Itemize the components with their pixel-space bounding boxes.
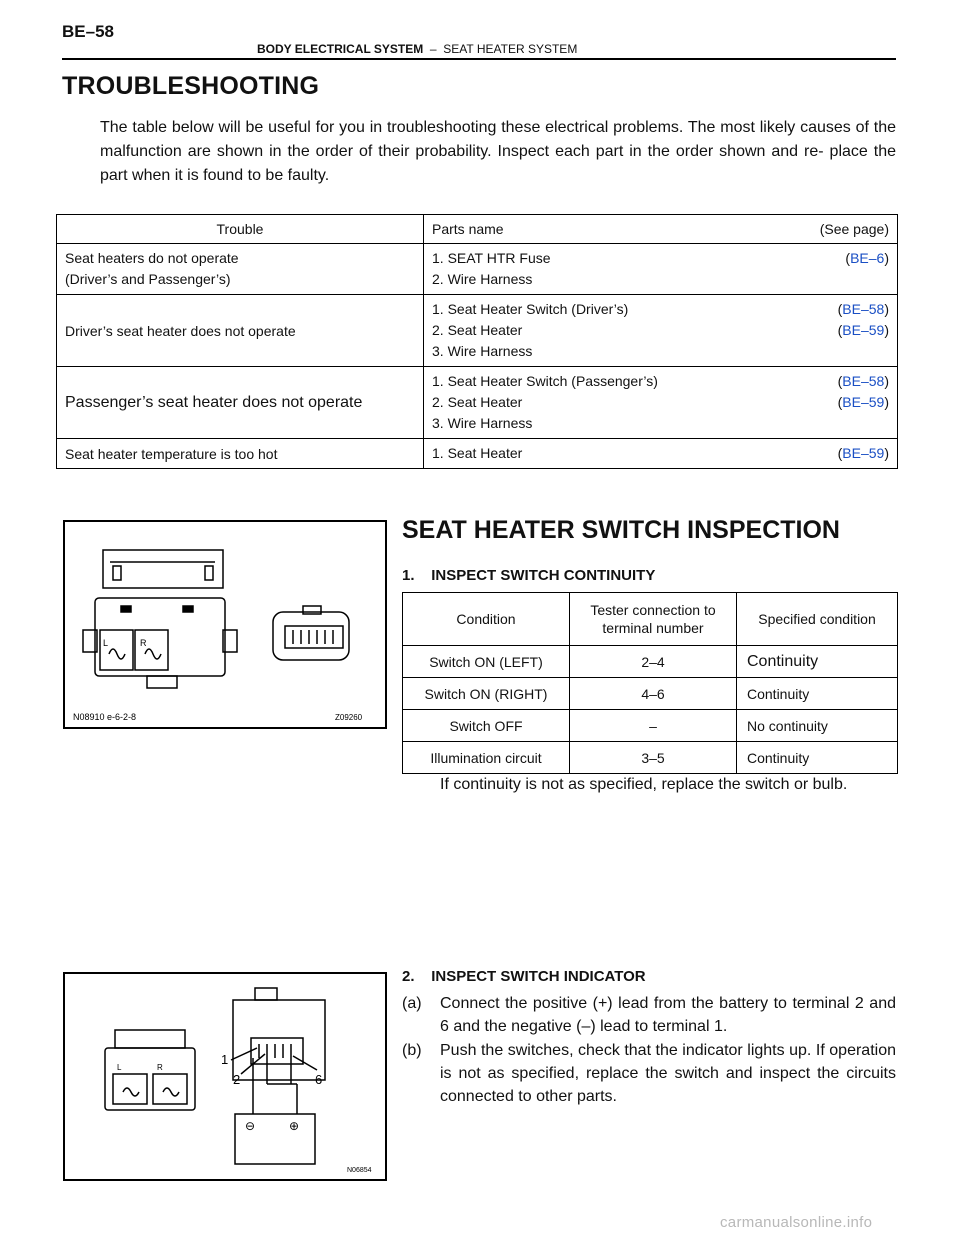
table-row <box>57 244 898 295</box>
troubleshooting-heading: TROUBLESHOOTING <box>62 72 320 100</box>
col-tester-line1: Tester connection to <box>590 602 716 618</box>
troubleshooting-intro: The table below will be useful for you in troubleshooting these electrical problems. The most likely causes of the malfunction are shown in the order of their probability. Inspect each part in the order shown and re- place the part when it is found to be faulty. <box>100 119 896 184</box>
tester-cell: 2–4 <box>570 646 737 678</box>
trouble-cell <box>57 367 424 439</box>
step-1-title <box>402 567 655 584</box>
tester-cell: – <box>570 710 737 742</box>
trouble-text: Passenger’s seat heater does not operate <box>65 393 363 411</box>
part-ref[interactable]: (BE–58) <box>837 373 889 389</box>
col-spec: Specified condition <box>737 593 898 646</box>
part-ref-link[interactable]: BE–59 <box>842 322 885 338</box>
tester-cell: 4–6 <box>570 678 737 710</box>
col-tester-line2: terminal number <box>602 620 704 636</box>
header-section: BODY ELECTRICAL SYSTEM <box>257 42 424 56</box>
col-see-page: (See page) <box>819 220 889 237</box>
part-name: 1. Seat Heater Switch (Passenger’s) <box>432 373 658 389</box>
col-trouble: Trouble <box>57 215 424 244</box>
switch-inspection-heading: SEAT HEATER SWITCH INSPECTION <box>402 516 840 544</box>
part-name: 2. Wire Harness <box>432 271 533 287</box>
step-2a <box>402 992 896 1038</box>
part-ref[interactable]: (BE–59) <box>837 445 889 461</box>
step-2a-label: (a) <box>402 995 422 1012</box>
part-name: 1. SEAT HTR Fuse <box>432 250 551 266</box>
table-row <box>403 710 898 742</box>
step-2-title <box>402 968 646 985</box>
part-name: 1. Seat Heater <box>432 445 523 461</box>
step-1-text: INSPECT SWITCH CONTINUITY <box>431 567 656 584</box>
switch-connector-drawing <box>65 522 385 727</box>
part-ref[interactable]: (BE–59) <box>837 322 889 338</box>
switch-connector-illustration <box>63 520 387 729</box>
col-tester <box>570 593 737 646</box>
step-2a-text: Connect the positive (+) lead from the battery to terminal 2 and 6 and the negative (–) lead to terminal 1. <box>440 995 896 1035</box>
condition-cell: Switch ON (LEFT) <box>403 646 570 678</box>
table-row <box>403 742 898 774</box>
parts-cell <box>424 295 898 367</box>
part-ref-link[interactable]: BE–59 <box>842 394 885 410</box>
terminal-2-label: 2 <box>233 1072 241 1087</box>
part-item <box>432 299 889 320</box>
figure-caption-right: Z09260 <box>335 713 363 722</box>
terminal-1-label: 1 <box>221 1052 229 1067</box>
indicator-test-illustration <box>63 972 387 1181</box>
part-item <box>432 320 889 341</box>
switch-left-label: L <box>117 1063 122 1072</box>
running-header <box>257 42 577 56</box>
trouble-cell <box>57 439 424 469</box>
part-item <box>432 392 889 413</box>
header-separator: – <box>429 42 437 56</box>
trouble-cell <box>57 244 424 295</box>
condition-cell: Illumination circuit <box>403 742 570 774</box>
trouble-text: (Driver’s and Passenger’s) <box>65 271 231 287</box>
trouble-text: Seat heater temperature is too hot <box>65 445 278 462</box>
condition-cell: Switch ON (RIGHT) <box>403 678 570 710</box>
indicator-test-drawing <box>65 974 385 1179</box>
step-1-number: 1. <box>402 567 415 584</box>
part-ref[interactable]: (BE–6) <box>845 250 889 266</box>
part-item <box>432 248 889 269</box>
part-name: 3. Wire Harness <box>432 343 533 359</box>
part-name: 2. Seat Heater <box>432 394 523 410</box>
step-2b <box>402 1039 896 1108</box>
step-2-number: 2. <box>402 968 415 985</box>
table-header-row <box>403 593 898 646</box>
parts-cell <box>424 367 898 439</box>
parts-cell <box>424 439 898 469</box>
continuity-table <box>402 592 898 774</box>
col-parts-label: Parts name <box>432 220 504 237</box>
part-item <box>432 371 889 392</box>
part-item <box>432 341 889 362</box>
step-2b-label: (b) <box>402 1042 422 1059</box>
header-subsection: SEAT HEATER SYSTEM <box>443 42 578 56</box>
switch-left-label: L <box>103 638 109 648</box>
table-row <box>57 367 898 439</box>
part-item <box>432 443 889 464</box>
table-row <box>57 295 898 367</box>
battery-positive-icon: ⊕ <box>289 1119 300 1133</box>
part-ref-link[interactable]: BE–58 <box>842 301 885 317</box>
col-parts <box>424 215 898 244</box>
part-item <box>432 269 889 290</box>
troubleshooting-table <box>56 214 898 469</box>
figure-code: N06854 <box>347 1167 372 1174</box>
spec-cell: Continuity <box>737 742 898 774</box>
part-ref[interactable]: (BE–59) <box>837 394 889 410</box>
part-name: 1. Seat Heater Switch (Driver’s) <box>432 301 629 317</box>
part-item <box>432 413 889 434</box>
page-number: BE–58 <box>62 22 114 41</box>
condition-cell: Switch OFF <box>403 710 570 742</box>
switch-right-label: R <box>157 1063 163 1072</box>
trouble-text: Driver’s seat heater does not operate <box>65 322 296 339</box>
switch-right-label: R <box>140 638 147 648</box>
part-ref-link[interactable]: BE–58 <box>842 373 885 389</box>
tester-cell: 3–5 <box>570 742 737 774</box>
header-rule <box>62 58 896 60</box>
terminal-6-label: 6 <box>315 1072 323 1087</box>
battery-negative-icon: ⊖ <box>245 1119 256 1133</box>
spec-cell: No continuity <box>737 710 898 742</box>
table-row <box>403 678 898 710</box>
spec-cell: Continuity <box>737 678 898 710</box>
part-ref[interactable]: (BE–58) <box>837 301 889 317</box>
table-header-row <box>57 215 898 244</box>
step-2-text: INSPECT SWITCH INDICATOR <box>431 968 646 985</box>
table-row <box>403 646 898 678</box>
continuity-note: If continuity is not as specified, replace the switch or bulb. <box>440 776 848 793</box>
trouble-text: Seat heaters do not operate <box>65 250 239 266</box>
step-2b-text: Push the switches, check that the indicator lights up. If operation is not as specified, replace the switch and inspect the circuits connected to other parts. <box>440 1042 896 1105</box>
col-condition: Condition <box>403 593 570 646</box>
spec-cell: Continuity <box>737 646 898 678</box>
trouble-cell <box>57 295 424 367</box>
part-name: 3. Wire Harness <box>432 415 533 431</box>
parts-cell <box>424 244 898 295</box>
part-name: 2. Seat Heater <box>432 322 523 338</box>
watermark: carmanualsonline.info <box>720 1214 873 1231</box>
part-ref-link[interactable]: BE–6 <box>850 250 885 266</box>
table-row <box>57 439 898 469</box>
figure-caption-left: N08910 e-6-2-8 <box>73 712 137 722</box>
part-ref-link[interactable]: BE–59 <box>842 445 885 461</box>
